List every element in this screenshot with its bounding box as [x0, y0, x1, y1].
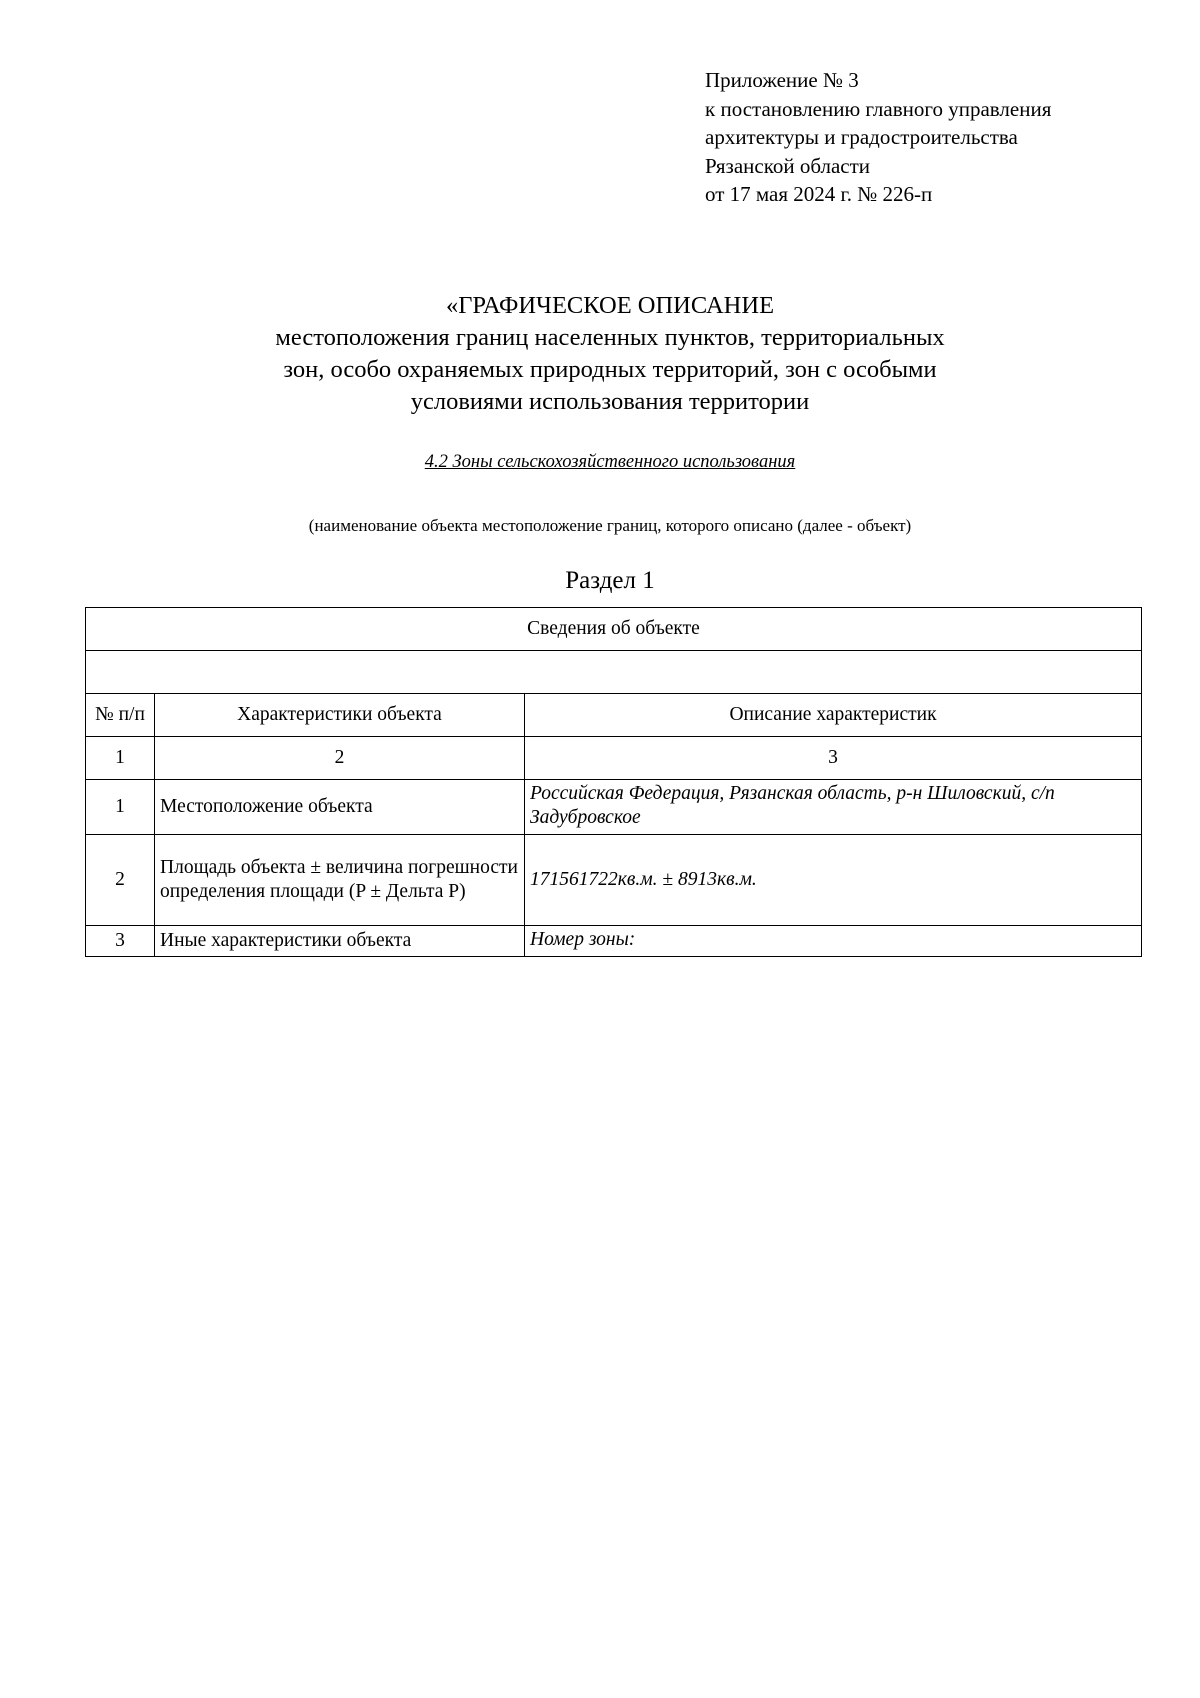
empty-cell [86, 651, 1142, 694]
title-line: условиями использования территории [410, 388, 810, 415]
title-line: местоположения границ населенных пунктов, территориальных [275, 324, 945, 351]
table-row [86, 926, 1142, 957]
appendix-line: к постановлению главного управления [705, 96, 1052, 121]
table-caption-row [86, 608, 1142, 651]
row-description: 171561722кв.м. ± 8913кв.м. [525, 835, 1142, 926]
table-empty-row [86, 651, 1142, 694]
section-title: Раздел 1 [565, 567, 655, 594]
header-characteristic: Характеристики объекта [155, 694, 525, 737]
table-column-numbers-row [86, 737, 1142, 780]
column-number: 1 [86, 737, 155, 780]
appendix-block [705, 66, 1051, 209]
row-num: 1 [86, 780, 155, 835]
row-characteristic: Иные характеристики объекта [155, 926, 525, 957]
table-header-row [86, 694, 1142, 737]
row-num: 2 [86, 835, 155, 926]
table-row [86, 780, 1142, 835]
appendix-line: архитектуры и градостроительства [705, 125, 1018, 149]
row-characteristic: Площадь объекта ± величина погрешности определения площади (P ± Дельта P) [155, 835, 525, 926]
table-caption: Сведения об объекте [86, 608, 1142, 651]
title-line: зон, особо охраняемых природных территорий, зон с особыми [283, 356, 937, 383]
object-info-table [85, 607, 1142, 957]
appendix-line: Приложение № 3 [705, 68, 859, 92]
title-line: «ГРАФИЧЕСКОЕ ОПИСАНИЕ [445, 292, 775, 319]
column-number: 2 [155, 737, 525, 780]
row-characteristic: Местоположение объекта [155, 780, 525, 835]
document-title [0, 290, 1200, 418]
appendix-line: от 17 мая 2024 г. № 226-п [705, 182, 933, 206]
row-num: 3 [86, 926, 155, 957]
zone-name: 4.2 Зоны сельскохозяйственного использования [424, 452, 796, 472]
header-description: Описание характеристик [525, 694, 1142, 737]
appendix-line: Рязанской области [705, 153, 871, 178]
header-num: № п/п [86, 694, 155, 737]
table-row [86, 835, 1142, 926]
row-description: Номер зоны: [525, 926, 1142, 957]
column-number: 3 [525, 737, 1142, 780]
row-description: Российская Федерация, Рязанская область, р-н Шиловский, с/п Задубровское [525, 780, 1142, 835]
object-note: (наименование объекта местоположение границ, которого описано (далее - объект) [308, 516, 912, 535]
